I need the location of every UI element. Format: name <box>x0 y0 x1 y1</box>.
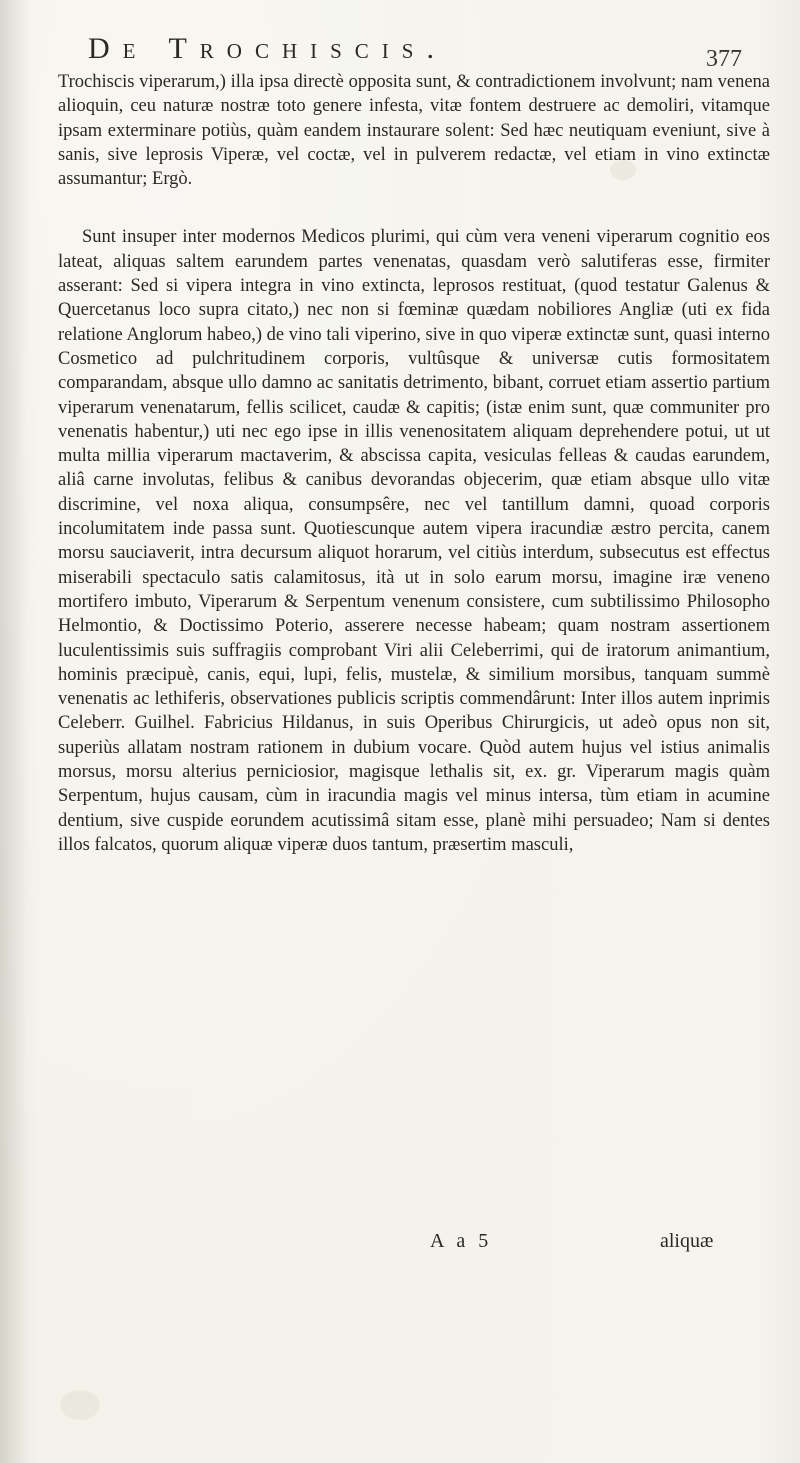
paragraph-1: Trochiscis viperarum,) illa ipsa directè opposita sunt, & contradictionem involvunt; nam venena alioquin, ceu naturæ nostræ toto genere infesta, vitæ fontem destruere ac demoliri, vitamque ipsam exterminare potiùs, quàm eandem instaurare solent: Sed hæc neutiquam eveniunt, sive à sanis, sive leprosis Viperæ, vel coctæ, vel in pulverem redactæ, vel etiam in vino extinctæ assumantur; Ergò. <box>58 72 770 190</box>
catchword: aliquæ <box>660 1230 714 1252</box>
signature-mark: A a 5 <box>430 1230 493 1252</box>
body-text <box>58 70 770 857</box>
page-number: 377 <box>706 46 742 72</box>
running-head: De Trochiscis. <box>88 32 447 65</box>
page-header <box>0 32 800 72</box>
paper-stain <box>60 1390 100 1420</box>
page-footer <box>0 1230 800 1260</box>
paragraph-2: Sunt insuper inter modernos Medicos plurimi, qui cùm vera veneni viperarum cognitio eos lateat, aliquas saltem earundem partes venenatas, quasdam verò salutiferas esse, firmiter asserant: Sed si vipera integra in vino extincta, leprosos restituat, (quod testatur Galenus & Quercetanus loco supra citato,) nec non si fœminæ quædam nobiliores Angliæ (uti ex fida relatione Anglorum habeo,) de vino tali viperino, sive in quo viperæ extinctæ sunt, quasi interno Cosmetico ad pulchritudinem corporis, vultûsque & universæ cutis formositatem comparandam, absque ullo damno ac sanitatis detrimento, bibant, corruet etiam assertio partium viperarum venenatarum, fellis scilicet, caudæ & capitis; (istæ enim sunt, quæ communiter pro venenatis habentur,) uti nec ego ipse in illis venenositatem aliquam deprehendere potui, ut ut multa millia viperarum mactaverim, & abscissa capita, vesiculas felleas & caudas earundem, aliâ carne involutas, felibus & canibus devorandas objecerim, quæ etiam absque ullo vitæ discrimine, vel noxa aliqua, consumpsêre, nec vel tantillum damni, quoad corporis incolumitatem inde passa sunt. Quotiescunque autem vipera iracundiæ æstro percita, canem morsu sauciaverit, intra decursum aliquot horarum, vel citiùs interdum, subsecutus est effectus miserabili spectaculo satis calamitosus, ità ut in solo earum morsu, imagine iræ veneno mortifero imbuto, Viperarum & Serpentum venenum consistere, cum subtilissimo Philosopho Helmontio, & Doctissimo Poterio, asserere necesse habeam; quam nostram assertionem luculentissimis suis suffragiis comprobant Viri alii Celeberrimi, qui de iratorum animantium, hominis præcipuè, canis, equi, lupi, felis, mustelæ, & similium morsibus, tanquam summè venenatis ac lethiferis, observationes publicis scriptis commendârunt: Inter illos autem inprimis Celeberr. Guilhel. Fabricius Hildanus, in suis Operibus Chirurgicis, ut adeò opus non sit, superiùs allatam nostram rationem in dubium vocare. Quòd autem hujus vel istius animalis morsus, morsu alterius perniciosior, magisque lethalis sit, ex. gr. Viperarum magis quàm Serpentum, hujus causam, cùm in iracundia magis vel minus intersa, tùm etiam in acumine dentium, sive cuspide eorundem acutissimâ sitam esse, planè mihi persuadeo; Nam si dentes illos falcatos, quorum aliquæ viperæ duos tantum, præsertim masculi, <box>58 227 770 855</box>
